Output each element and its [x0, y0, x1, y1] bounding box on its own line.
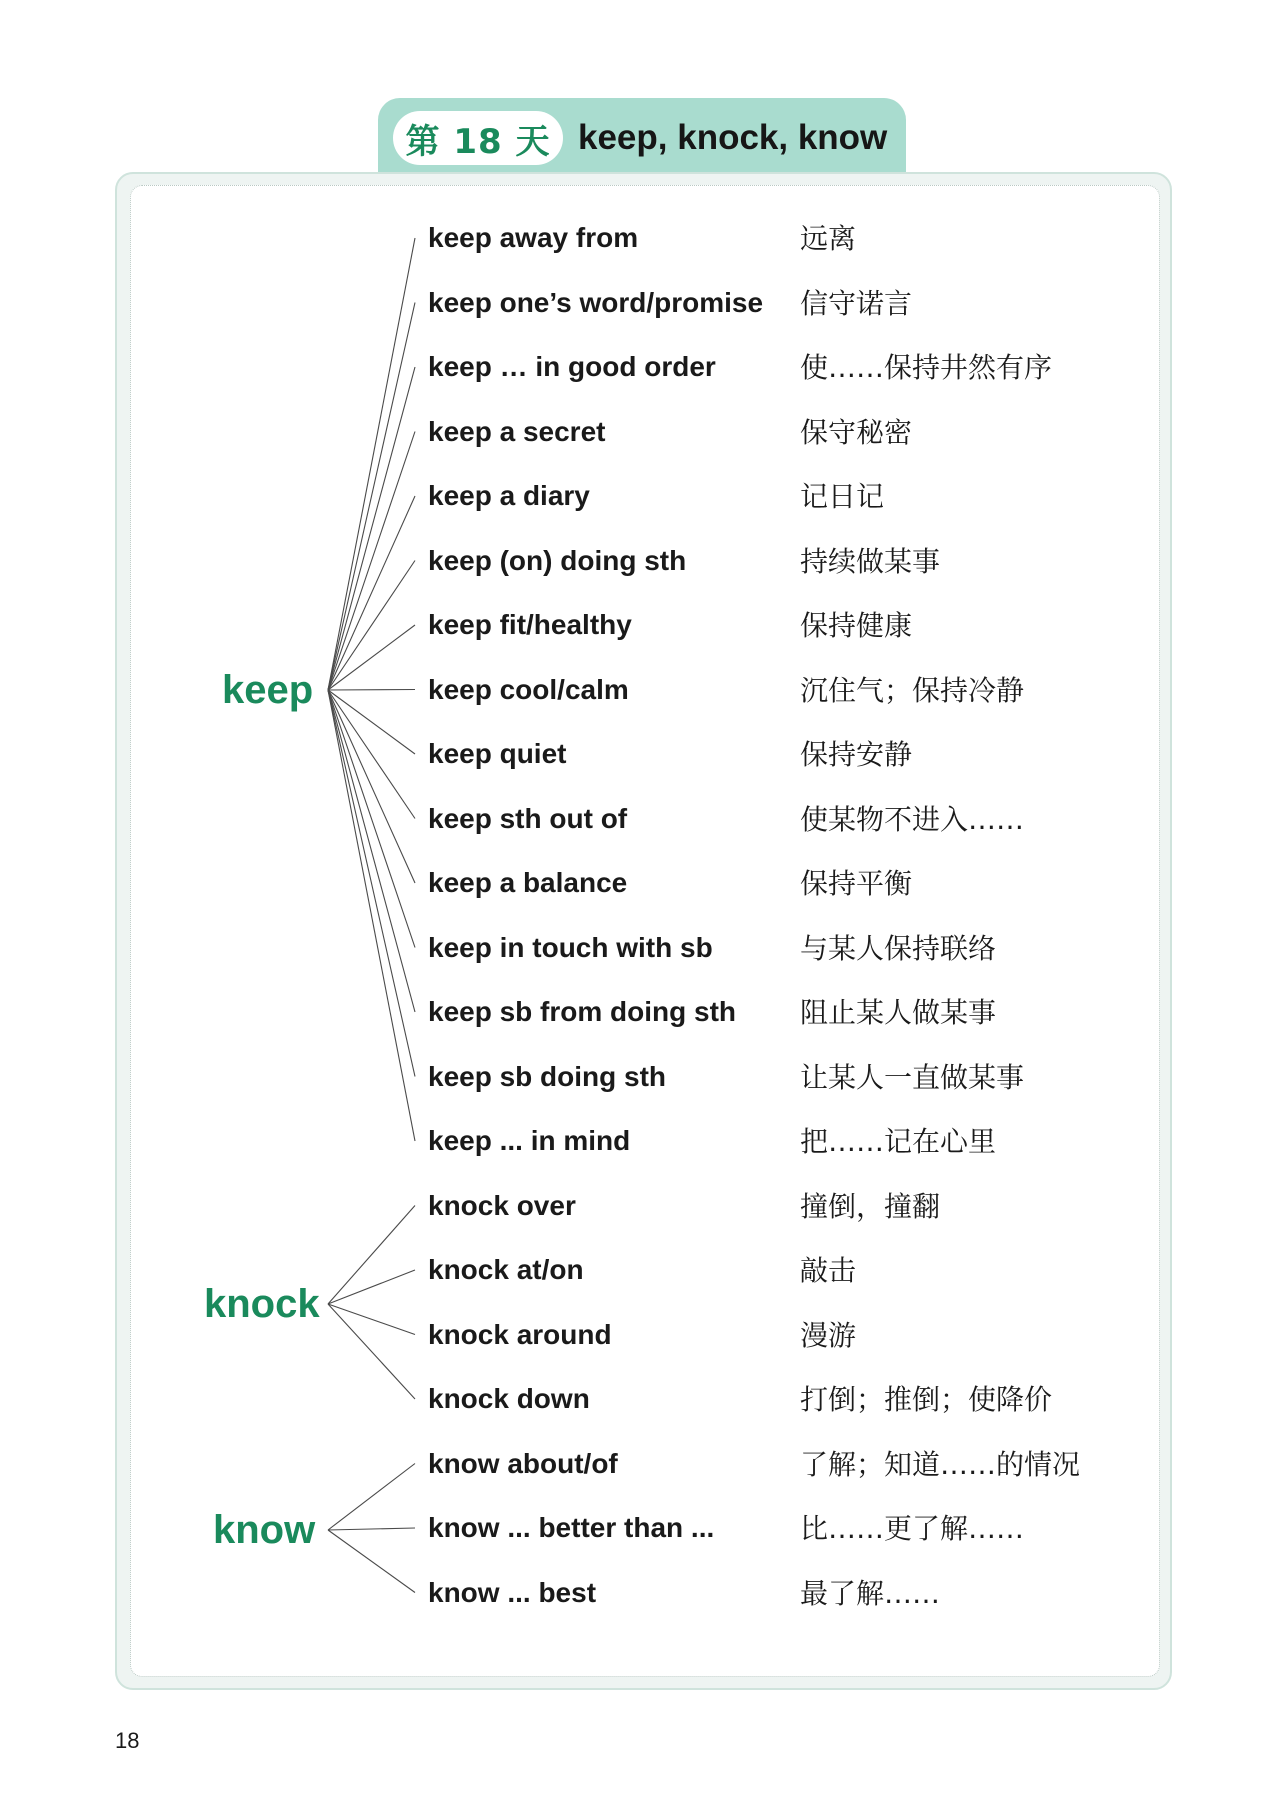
- meaning: 保持健康: [800, 609, 913, 642]
- phrase: know ... best: [428, 1576, 597, 1608]
- connector-line: [328, 1270, 415, 1304]
- meaning: 使某物不进入……: [800, 802, 1025, 836]
- phrase: keep a balance: [428, 867, 628, 898]
- connector-line: [328, 367, 415, 690]
- meaning: 漫游: [800, 1318, 857, 1352]
- connector-line: [328, 303, 415, 691]
- phrase: keep a secret: [428, 415, 606, 447]
- connector-line: [328, 690, 415, 1077]
- connector-line: [328, 1304, 415, 1399]
- meaning: 记日记: [800, 480, 885, 513]
- meaning: 让某人一直做某事: [800, 1060, 1025, 1094]
- meaning: 最了解……: [800, 1576, 941, 1610]
- phrase: keep fit/healthy: [428, 609, 632, 640]
- page-number: 18: [115, 1728, 140, 1753]
- phrase: know about/of: [428, 1447, 618, 1479]
- phrase: keep (on) doing sth: [428, 544, 687, 576]
- phrase: keep one’s word/promise: [428, 286, 764, 318]
- meaning: 了解；知道……的情况: [800, 1447, 1081, 1481]
- connector-line: [328, 1530, 415, 1593]
- connector-line: [328, 690, 415, 948]
- phrase: keep sth out of: [428, 802, 628, 834]
- meaning: 阻止某人做某事: [800, 996, 997, 1029]
- meaning: 与某人保持联络: [800, 931, 997, 965]
- connector-line: [328, 690, 415, 691]
- connector-line: [328, 1206, 415, 1305]
- meaning: 保守秘密: [800, 415, 913, 449]
- day-label: 第 18 天: [393, 111, 563, 165]
- phrase: keep cool/calm: [428, 673, 629, 705]
- phrase: know ... better than ...: [428, 1512, 715, 1543]
- phrase: keep quiet: [428, 738, 567, 769]
- meaning: 把……记在心里: [800, 1125, 997, 1158]
- meaning: 打倒；推倒；使降价: [800, 1383, 1053, 1416]
- meaning: 撞倒，撞翻: [800, 1189, 941, 1223]
- phrase: keep sb from doing sth: [428, 996, 737, 1027]
- meaning: 保持平衡: [800, 867, 913, 900]
- phrase: keep ... in mind: [428, 1125, 631, 1156]
- meaning: 比……更了解……: [800, 1512, 1025, 1545]
- meaning: 敲击: [800, 1254, 857, 1287]
- page-title: keep, knock, know: [578, 118, 888, 157]
- meaning: 沉住气；保持冷静: [800, 673, 1025, 707]
- connector-line: [328, 625, 415, 690]
- phrase: knock at/on: [428, 1254, 584, 1285]
- group-head-knock: knock: [204, 1282, 320, 1326]
- phrase: keep away from: [428, 222, 639, 253]
- connector-line: [328, 561, 415, 691]
- meaning: 使……保持井然有序: [800, 351, 1053, 384]
- meaning: 保持安静: [800, 738, 913, 771]
- connector-line: [328, 238, 415, 690]
- phrase: knock around: [428, 1318, 612, 1350]
- phrase: keep sb doing sth: [428, 1060, 667, 1092]
- connector-line: [328, 690, 415, 1141]
- phrase: keep in touch with sb: [428, 931, 713, 963]
- connector-line: [328, 1464, 415, 1531]
- connector-line: [328, 432, 415, 691]
- connector-line: [328, 1304, 415, 1335]
- meaning: 信守诺言: [800, 286, 913, 320]
- connector-line: [328, 496, 415, 690]
- connector-line: [328, 690, 415, 819]
- phrase: knock down: [428, 1383, 590, 1414]
- connector-line: [328, 690, 415, 1012]
- group-head-keep: keep: [222, 668, 314, 712]
- connector-line: [328, 690, 415, 883]
- meaning: 远离: [800, 222, 857, 255]
- meaning: 持续做某事: [800, 544, 941, 578]
- phrase: keep … in good order: [428, 351, 716, 382]
- phrase: keep a diary: [428, 480, 590, 511]
- group-head-know: know: [213, 1508, 316, 1552]
- phrase: knock over: [428, 1189, 576, 1221]
- connector-line: [328, 690, 415, 754]
- connector-line: [328, 1528, 415, 1530]
